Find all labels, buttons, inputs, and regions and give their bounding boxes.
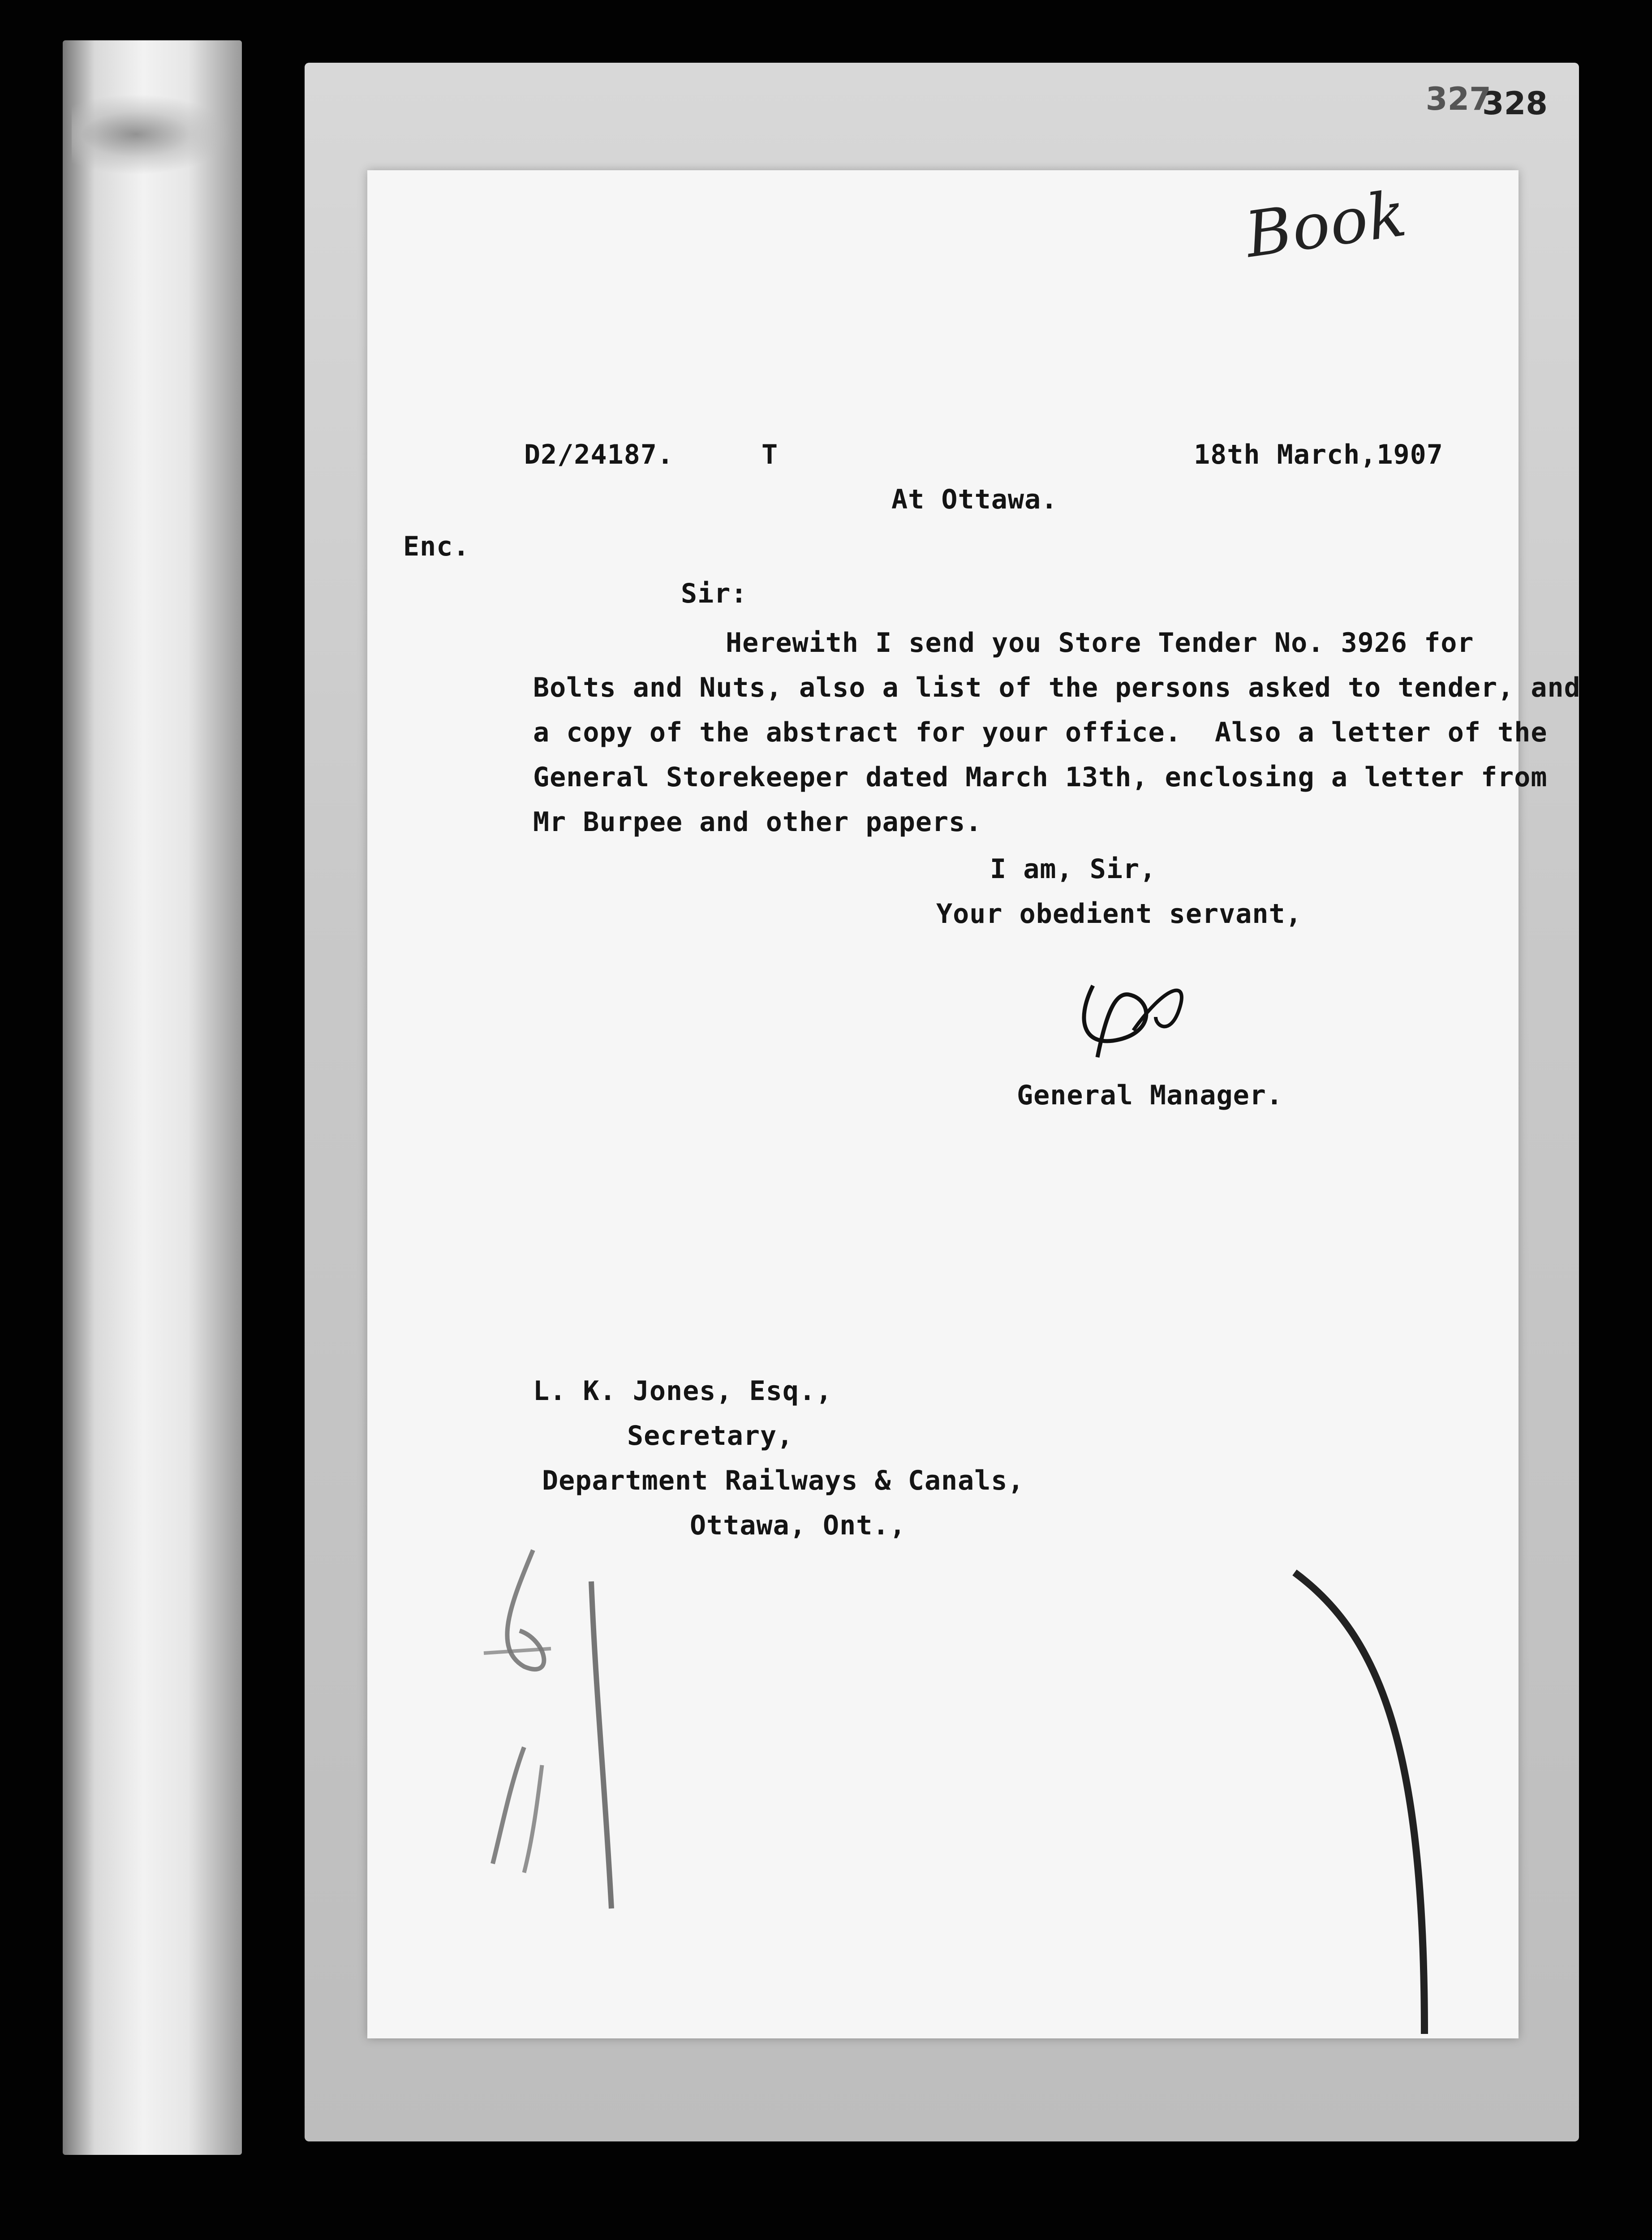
reference-number: D2/24187. xyxy=(524,439,674,470)
addressee-department: Department Railways & Canals, xyxy=(542,1465,1024,1496)
addressee-name: L. K. Jones, Esq., xyxy=(533,1375,833,1407)
salutation: Sir: xyxy=(681,578,748,609)
letter-date: 18th March,1907 xyxy=(1194,439,1443,470)
letter-place: At Ottawa. xyxy=(891,484,1058,515)
body-line: Herewith I send you Store Tender No. 3926 for xyxy=(726,627,1474,659)
letter-sheet xyxy=(367,170,1581,2038)
handwritten-annotation: Book xyxy=(1241,177,1411,272)
body-line: Mr Burpee and other papers. xyxy=(533,806,982,838)
signature-title: General Manager. xyxy=(1017,1080,1283,1111)
spine-shadow xyxy=(72,94,233,175)
enclosure-note: Enc. xyxy=(403,531,470,562)
addressee-title: Secretary, xyxy=(627,1420,794,1452)
page-number xyxy=(1425,81,1548,122)
ink-stroke xyxy=(1290,1568,1514,2038)
closing-line: I am, Sir, xyxy=(990,853,1157,885)
page-number-back: 327 xyxy=(1425,81,1491,117)
body-line: a copy of the abstract for your office. Also a letter of the xyxy=(533,717,1548,748)
body-line: General Storekeeper dated March 13th, enclosing a letter from xyxy=(533,762,1548,793)
closing-line: Your obedient servant, xyxy=(936,898,1302,930)
signature xyxy=(1066,959,1200,1075)
addressee-city: Ottawa, Ont., xyxy=(690,1510,906,1541)
letterbook-spine xyxy=(63,40,242,2155)
page-number-front: 328 xyxy=(1482,85,1548,122)
reference-mark: T xyxy=(761,439,779,470)
pencil-marks xyxy=(457,1514,636,1917)
body-line: Bolts and Nuts, also a list of the persons asked to tender, and xyxy=(533,672,1581,703)
